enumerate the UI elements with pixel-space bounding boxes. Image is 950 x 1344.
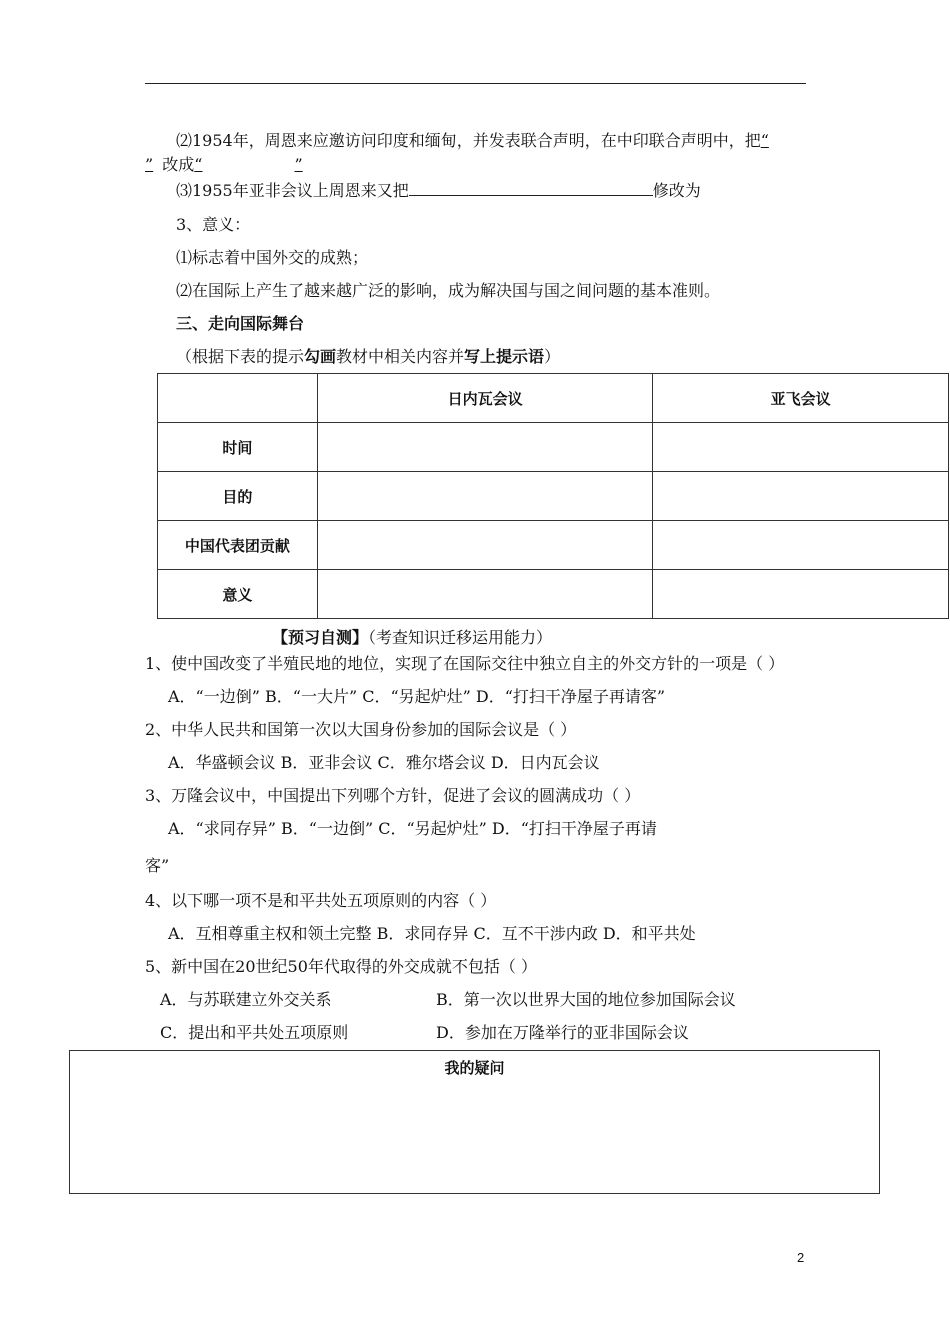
p3-text: ⑶1955年亚非会议上周恩来又把 [176,181,409,200]
selftest-title: 【预习自测】 [272,628,369,647]
header-rule [145,83,806,84]
p2-blank-quote-close: ” [294,155,303,174]
question-5: 5、新中国在20世纪50年代取得的外交成就不包括（ ） [145,957,537,976]
question-1-options: A．“一边倒” B．“一大片” C．“另起炉灶” D．“打扫干净屋子再请客” [168,687,666,706]
row-label-purpose: 目的 [158,472,318,521]
question-3-options-cont: 客” [145,856,170,875]
cell-asia-africa-contribution[interactable] [653,521,949,570]
selftest-heading [272,625,552,648]
meaning-item-2: ⑵在国际上产生了越来越广泛的影响，成为解决国与国之间问题的基本准则。 [176,281,721,300]
my-questions-box[interactable] [69,1050,880,1194]
instr-b: 勾画 [304,347,337,366]
question-5-option-a: A．与苏联建立外交关系 [160,990,332,1009]
p3-blank[interactable] [409,179,653,196]
cell-asia-africa-purpose[interactable] [653,472,949,521]
p3-text-end: 修改为 [652,181,701,200]
table-instruction [176,344,560,367]
header-geneva: 日内瓦会议 [317,374,653,423]
table-row [158,423,949,472]
p2-quote-open: “ [760,131,769,150]
instr-c: 教材中相关内容并 [336,347,465,366]
header-empty [158,374,318,423]
p2-blank-quote-open: “ [194,155,203,174]
p2-blank-2[interactable] [194,155,302,174]
my-questions-title: 我的疑问 [444,1059,505,1077]
instr-e: ） [544,347,561,366]
paragraph-1955 [176,178,701,201]
p2-quote-close: ” [145,155,154,174]
question-2: 2、中华人民共和国第一次以大国身份参加的国际会议是（ ） [145,720,577,739]
table-row [158,570,949,619]
table-row [158,521,949,570]
row-label-significance: 意义 [158,570,318,619]
cell-geneva-purpose[interactable] [317,472,653,521]
p2-change-to: 改成 [162,155,195,174]
paragraph-1954-cont [145,152,303,175]
question-5-option-b: B．第一次以世界大国的地位参加国际会议 [436,990,736,1009]
p2-text: ⑵1954年，周恩来应邀访问印度和缅甸，并发表联合声明，在中印联合声明中，把 [176,131,761,150]
selftest-subtitle: （考查知识迁移运用能力） [368,628,553,647]
page-number: 2 [797,1250,805,1265]
instr-a: （根据下表的提示 [176,347,305,366]
question-1: 1、使中国改变了半殖民地的地位，实现了在国际交往中独立自主的外交方针的一项是（ ） [145,654,785,673]
cell-asia-africa-significance[interactable] [653,570,949,619]
cell-asia-africa-time[interactable] [653,423,949,472]
question-5-option-c: C．提出和平共处五项原则 [160,1023,349,1042]
question-5-option-d: D．参加在万隆举行的亚非国际会议 [436,1023,689,1042]
question-4: 4、以下哪一项不是和平共处五项原则的内容（ ） [145,891,497,910]
table-row [158,472,949,521]
cell-geneva-contribution[interactable] [317,521,653,570]
header-asia-africa: 亚飞会议 [653,374,949,423]
question-4-options: A．互相尊重主权和领土完整 B．求同存异 C．互不干涉内政 D．和平共处 [168,924,696,943]
section-heading: 三、走向国际舞台 [176,314,305,333]
table-header-row [158,374,949,423]
meaning-item-1: ⑴标志着中国外交的成熟； [176,248,369,267]
conference-table [157,373,949,619]
meaning-heading: 3、意义： [176,215,251,234]
row-label-time: 时间 [158,423,318,472]
question-3-options: A．“求同存异” B．“一边倒” C．“另起炉灶” D．“打扫干净屋子再请 [168,819,657,838]
instr-d: 写上提示语 [464,347,545,366]
cell-geneva-significance[interactable] [317,570,653,619]
question-2-options: A．华盛顿会议 B．亚非会议 C．雅尔塔会议 D．日内瓦会议 [168,753,600,772]
question-3: 3、万隆会议中，中国提出下列哪个方针，促进了会议的圆满成功（ ） [145,786,641,805]
row-label-contribution: 中国代表团贡献 [158,521,318,570]
paragraph-1954 [176,128,769,151]
cell-geneva-time[interactable] [317,423,653,472]
